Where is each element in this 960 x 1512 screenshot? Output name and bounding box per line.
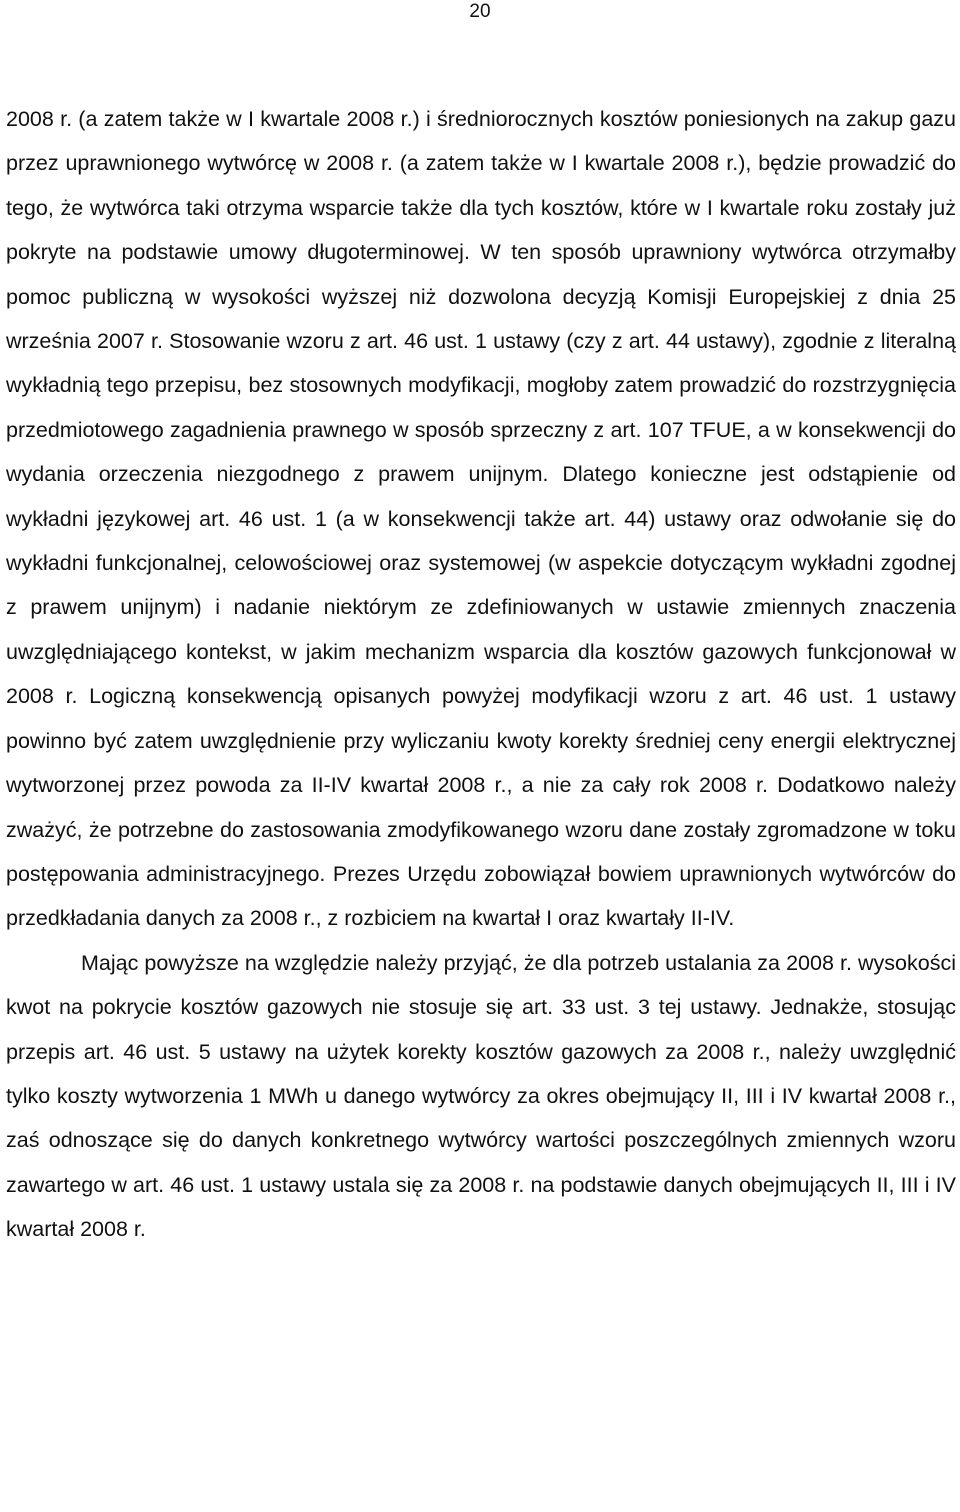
paragraph: Mając powyższe na względzie należy przyjąć, że dla potrzeb ustalania za 2008 r. wysokości kwot na pokrycie kosztów gazowych nie stosuje się art. 33 ust. 3 tej ustawy. Jednakże, stosując przepis art. 46 ust. 5 ustawy na użytek korekty kosztów gazowych za 2008 r., należy uwzględnić tylko koszty wytworzenia 1 MWh u danego wytwórcy za okres obejmujący II, III i IV kwartał 2008 r., zaś odnoszące się do danych konkretnego wytwórcy wartości poszczególnych zmiennych wzoru zawartego w art. 46 ust. 1 ustawy ustala się za 2008 r. na podstawie danych obejmujących II, III i IV kwartał 2008 r. (6, 950, 956, 1242)
document-body (6, 97, 956, 1252)
paragraph-continued: 2008 r. (a zatem także w I kwartale 2008 r.) i średniorocznych kosztów poniesionych na zakup gazu przez uprawnionego wytwórcę w 2008 r. (a zatem także w I kwartale 2008 r.), będzie prowadzić do tego, że wytwórca taki otrzyma wsparcie także dla tych kosztów, które w I kwartale roku zostały już pokryte na podstawie umowy długoterminowej. W ten sposób uprawniony wytwórca otrzymałby pomoc publiczną w wysokości wyższej niż dozwolona decyzją Komisji Europejskiej z dnia 25 września 2007 r. Stosowanie wzoru z art. 46 ust. 1 ustawy (czy z art. 44 ustawy), zgodnie z literalną wykładnią tego przepisu, bez stosownych modyfikacji, mogłoby zatem prowadzić do rozstrzygnięcia przedmiotowego zagadnienia prawnego w sposób sprzeczny z art. 107 TFUE, a w konsekwencji do wydania orzeczenia niezgodnego z prawem unijnym. Dlatego konieczne jest odstąpienie od wykładni językowej art. 46 ust. 1 (a w konsekwencji także art. 44) ustawy oraz odwołanie się do wykładni funkcjonalnej, celowościowej oraz systemowej (w aspekcie dotyczącym wykładni zgodnej z prawem unijnym) i nadanie niektórym ze zdefiniowanych w ustawie zmiennych znaczenia uwzględniającego kontekst, w jakim mechanizm wsparcia dla kosztów gazowych funkcjonował w 2008 r. Logiczną konsekwencją opisanych powyżej modyfikacji wzoru z art. 46 ust. 1 ustawy powinno być zatem uwzględnienie przy wyliczaniu kwoty korekty średniej ceny energii elektrycznej wytworzonej przez powoda za II-IV kwartał 2008 r., a nie za cały rok 2008 r. Dodatkowo należy zważyć, że potrzebne do zastosowania zmodyfikowanego wzoru dane zostały zgromadzone w toku postępowania administracyjnego. Prezes Urzędu zobowiązał bowiem uprawnionych wytwórców do przedkładania danych za 2008 r., z rozbiciem na kwartał I oraz kwartały II-IV. (6, 107, 956, 931)
page-number: 20 (469, 1, 491, 22)
